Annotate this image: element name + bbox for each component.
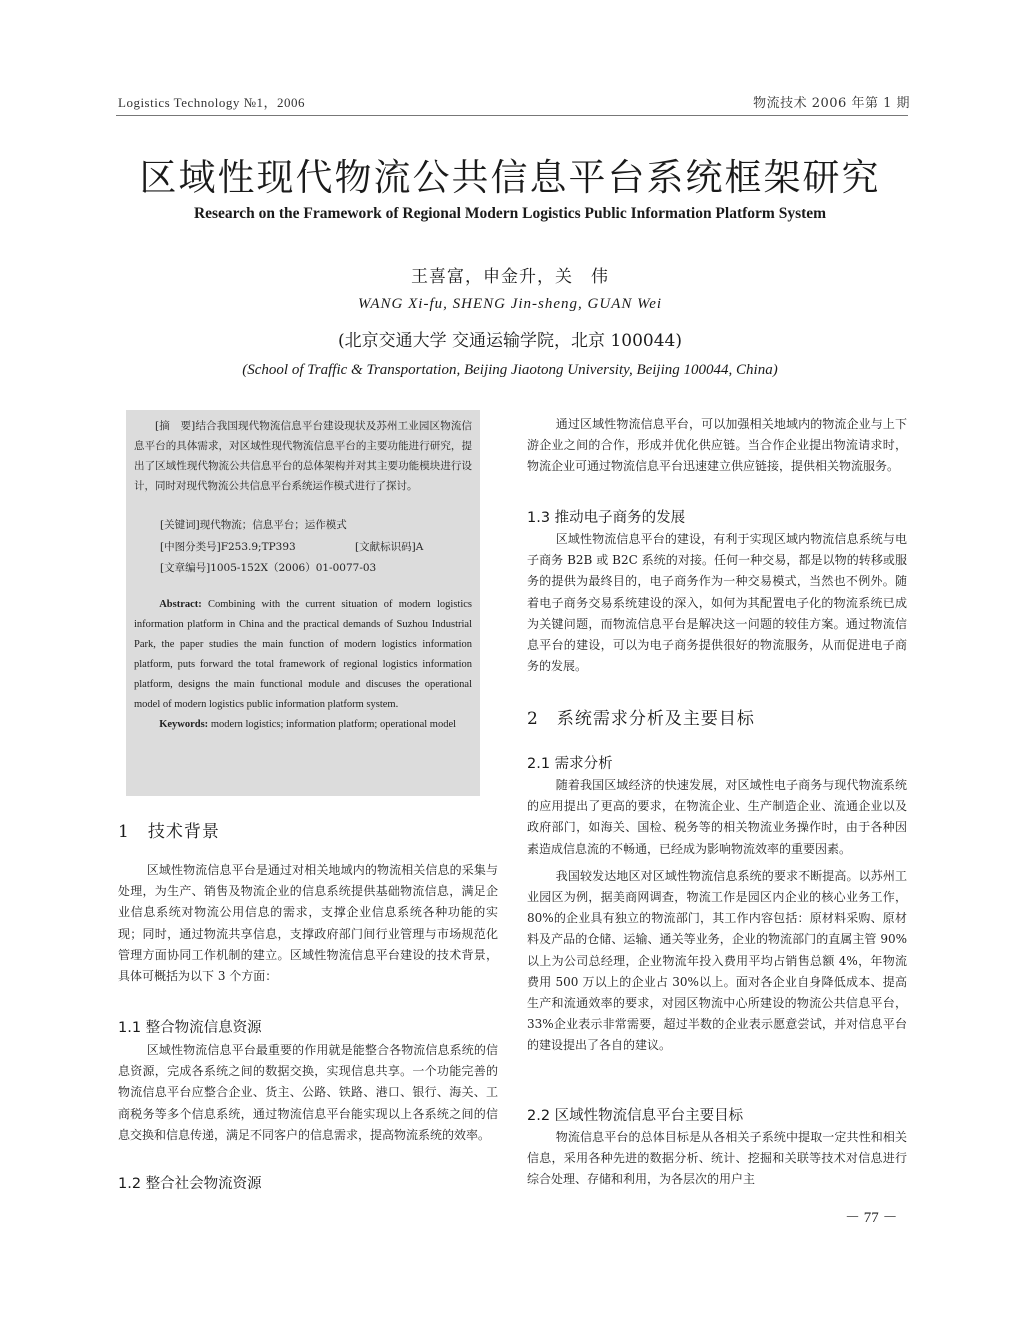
page-number: － 77 － (845, 1210, 898, 1226)
section-2-2-text: 物流信息平台的总体目标是从各相关子系统中提取一定共性和相关信息，采用各种先进的数据分析、统计、挖掘和关联等技术对信息进行综合处理、存储和利用，为各层次的用户主 (527, 1130, 907, 1187)
section-1-paragraph (118, 860, 498, 987)
keywords-en-text: modern logistics; information platform; operational model (210, 719, 457, 730)
section-2-heading: 2 系统需求分析及主要目标 (527, 709, 755, 729)
abstract-en-text: Combining with the current situation of modern logistics information platform in China and the practical demands of Suzhou Industrial Park, the paper studies the main function of modern logistics information platform, puts forward the total framework of regional logistics information platform, designs the main functional module and discuses the operational model of modern logistics public information platform system. (134, 599, 472, 710)
section-1-3-paragraph (527, 529, 907, 677)
abstract-cn (134, 416, 472, 496)
authors-en: WANG Xi-fu, SHENG Jin-sheng, GUAN Wei (357, 296, 663, 312)
section-1-1-text: 区域性物流信息平台最重要的作用就是能整合各物流信息系统的信息资源，完成各系统之间的数据交换，实现信息共享。一个功能完善的物流信息平台应整合企业、货主、公路、铁路、港口、银行、海关、工商税务等多个信息系统，通过物流信息平台能实现以上各系统之间的信息交换和信息传递，满足不同客户的信息需求，提高物流系统的效率。 (118, 1043, 498, 1142)
keywords-en-label: Keywords: (159, 719, 209, 730)
section-2-1-heading: 2.1 需求分析 (527, 756, 613, 772)
section-2-2-paragraph (527, 1127, 907, 1191)
paper-title-en: Research on the Framework of Regional Modern Logistics Public Information Platform System (193, 205, 827, 222)
section-1-heading: 1 技术背景 (118, 822, 220, 842)
authors-cn: 王喜富，申金升，关 伟 (411, 267, 609, 287)
abstract-en-label: Abstract: (159, 599, 202, 610)
section-1-1-paragraph (118, 1040, 498, 1146)
affiliation-en: (School of Traffic & Transportation, Beijing Jiaotong University, Beijing 100044, China) (242, 362, 778, 378)
affiliation-cn: (北京交通大学 交通运输学院，北京 100044) (338, 331, 682, 351)
keywords-cn: [关键词]现代物流；信息平台；运作模式 (160, 519, 347, 531)
paper-title-cn: 区域性现代物流公共信息平台系统框架研究 (139, 156, 881, 199)
section-2-1-paragraph (527, 775, 907, 1057)
running-header-right: 物流技术 2006 年第 1 期 (753, 96, 910, 111)
section-2-1-text-2: 我国较发达地区对区域性物流信息系统的要求不断提高。以苏州工业园区为例，据美商网调查，物流工作是园区内企业的核心业务工作，80%的企业具有独立的物流部门，其工作内容包括：原材料采购、原材料及产品的仓储、运输、通关等业务，企业的物流部门的直属主管 90%以上为公司总经理，企业物流年投入费用平均占销售总额 4%，年物流费用 500 万以上的企业占 30%以上。面对各企业自身降低成本、提高生产和流通效率的要求，对园区物流中心所建设的物流公共信息平台，33%企业表示非常需要，超过半数的企业表示愿意尝试，并对信息平台的建设提出了各自的建议。 (527, 868, 907, 1053)
section-1-1-heading: 1.1 整合物流信息资源 (118, 1020, 262, 1036)
section-1-2-heading: 1.2 整合社会物流资源 (118, 1176, 262, 1192)
section-2-2-heading: 2.2 区域性物流信息平台主要目标 (527, 1108, 744, 1124)
section-1-2-text: 通过区域性物流信息平台，可以加强相关地域内的物流企业与上下游企业之间的合作，形成并优化供应链。当合作企业提出物流请求时，物流企业可通过物流信息平台迅速建立供应链接，提供相关物流服务。 (527, 417, 907, 474)
article-number: [文章编号]1005-152X（2006）01-0077-03 (160, 562, 377, 574)
section-1-text: 区域性物流信息平台是通过对相关地域内的物流相关信息的采集与处理，为生产、销售及物流企业的信息系统提供基础物流信息，满足企业信息系统对物流公用信息的需求，支撑企业信息系统各种功能的实现；同时，通过物流共享信息，支撑政府部门间行业管理与市场规范化管理方面协同工作机制的建立。区域性物流信息平台建设的技术背景，具体可概括为以下 3 个方面： (118, 863, 498, 984)
running-header-left: Logistics Technology №1，2006 (118, 95, 306, 110)
abstract-en (134, 595, 472, 735)
section-2-1-text-1: 随着我国区域经济的快速发展，对区域性电子商务与现代物流系统的应用提出了更高的要求，在物流企业、生产制造企业、流通企业以及政府部门，如海关、国检、税务等的相关物流业务操作时，由于各种因素造成信息流的不畅通，已经成为影响物流效率的重要因素。 (527, 778, 907, 856)
header-rule (116, 115, 908, 116)
section-1-3-text: 区域性物流信息平台的建设，有利于实现区域内物流信息系统与电子商务 B2B 或 B2C 系统的对接。任何一种交易，都是以物的转移或服务的提供为最终目的，电子商务作为一种交易模式，当然也不例外。随着电子商务交易系统建设的深入，如何为其配置电子化的物流系统已成为关键问题，而物流信息平台是解决这一问题的较佳方案。通过物流信息平台的建设，可以为电子商务提供很好的物流服务，从而促进电子商务的发展。 (527, 532, 907, 674)
document-code: [文献标识码]A (355, 541, 424, 553)
abstract-cn-text: [摘 要]结合我国现代物流信息平台建设现状及苏州工业园区物流信息平台的具体需求，对区域性现代物流信息平台的主要功能进行研究，提出了区域性现代物流公共信息平台的总体架构并对其主要功能模块进行设计，同时对现代物流公共信息平台系统运作模式进行了探讨。 (134, 420, 472, 492)
section-1-2-paragraph (527, 414, 907, 478)
clc-number: [中图分类号]F253.9;TP393 (160, 541, 296, 553)
section-1-3-heading: 1.3 推动电子商务的发展 (527, 510, 686, 526)
